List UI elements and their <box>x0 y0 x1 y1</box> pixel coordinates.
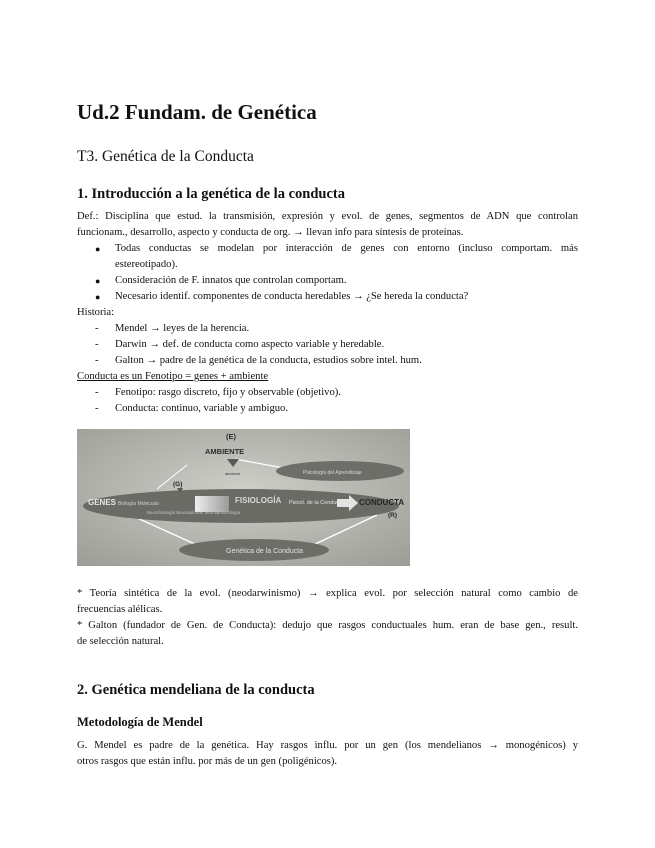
dash-marker: - <box>95 387 99 398</box>
note2-line-1: * Galton (fundador de Gen. de Conducta): dedujo que rasgos conductuales hum. eran de base gen., result. <box>77 620 578 631</box>
dash-marker: - <box>95 403 99 414</box>
label-psicol-conducta: Psicol. de la Conducta <box>289 500 344 506</box>
fenotipo-heading: Conducta es un Fenotipo = genes + ambiente <box>77 371 269 382</box>
label-biologia-molecular: Biología Molecular <box>118 501 160 507</box>
bullet-item <box>95 273 578 289</box>
fenotipo-text: Conducta: continuo, variable y ambiguo. <box>115 403 288 414</box>
section2-text-line-1: G. Mendel es padre de la genética. Hay rasgos influ. por un gen (los mendelianos → monogénicos) y <box>77 740 578 751</box>
label-fisiologia: FISIOLOGÍA <box>235 496 282 505</box>
historia-item <box>95 321 249 337</box>
historia-item <box>95 353 422 369</box>
document-title: Ud.2 Fundam. de Genética <box>77 100 317 124</box>
bullet-text: Todas conductas se modelan por interacción de genes con entorno (incluso comportam. más <box>115 243 578 254</box>
label-aleatoria: aleatoria <box>225 471 241 476</box>
fenotipo-text: Fenotipo: rasgo discreto, fijo y observable (objetivo). <box>115 387 341 398</box>
dash-marker: - <box>95 355 99 366</box>
dash-marker: - <box>95 323 99 334</box>
document-subtitle: T3. Genética de la Conducta <box>77 148 254 165</box>
label-g: (G) <box>173 481 183 488</box>
bullet-text: estereotipado). <box>115 259 178 270</box>
historia-item <box>95 337 384 353</box>
historia-text: Mendel → leyes de la herencia. <box>115 323 250 334</box>
label-e: (E) <box>226 432 236 441</box>
label-neurofisiologia: Neurofisiología Neuroquímica, Neurofarmacología <box>147 510 241 515</box>
fenotipo-item <box>95 401 288 417</box>
label-genes: GENES <box>88 498 117 507</box>
section2-subheading: Metodología de Mendel <box>77 715 203 729</box>
section1-heading: 1. Introducción a la genética de la conducta <box>77 186 345 202</box>
bullet-item <box>95 289 578 305</box>
diagram-svg <box>77 429 410 566</box>
label-conducta: CONDUCTA <box>359 498 405 507</box>
historia-label: Historia: <box>77 307 115 318</box>
historia-text: Galton → padre de la genética de la conducta, estudios sobre intel. hum. <box>115 355 422 366</box>
historia-text: Darwin → def. de conducta como aspecto variable y heredable. <box>115 339 385 350</box>
bullet-text: Consideración de F. innatos que controlan comportam. <box>115 275 347 286</box>
label-r: (R) <box>388 512 398 519</box>
note1-line-1: * Teoría sintética de la evol. (neodarwinismo) → explica evol. por selección natural como cambio de <box>77 588 578 599</box>
bullet-item <box>95 241 578 257</box>
bullet-marker: ● <box>95 292 101 302</box>
bullet-text: Necesario identif. componentes de conducta heredables → ¿Se hereda la conducta? <box>115 291 469 302</box>
section2-heading: 2. Genética mendeliana de la conducta <box>77 682 315 698</box>
genetics-diagram-photo <box>77 429 410 566</box>
bullet-marker: ● <box>95 244 101 254</box>
fenotipo-item <box>95 385 341 401</box>
note1-line-2: frecuencias alélicas. <box>77 604 163 615</box>
definition-line-2: funcionam., desarrollo, aspecto y conducta de org. → llevan info para síntesis de proteínas. <box>77 227 464 238</box>
note2-line-2: de selección natural. <box>77 636 164 647</box>
section2-text-line-2: otros rasgos que están influ. por más de un gen (poligénicos). <box>77 756 338 767</box>
label-psicologia-aprendizaje: Psicología del Aprendizaje <box>303 470 362 476</box>
label-genetica-conducta: Genética de la Conducta <box>226 548 304 555</box>
label-ambiente: AMBIENTE <box>205 447 245 456</box>
bullet-marker: ● <box>95 276 101 286</box>
definition-line-1: Def.: Disciplina que estud. la transmisión, expresión y evol. de genes, segmentos de ADN que controlan <box>77 211 578 222</box>
bullet-continuation <box>95 257 578 273</box>
dash-marker: - <box>95 339 99 350</box>
